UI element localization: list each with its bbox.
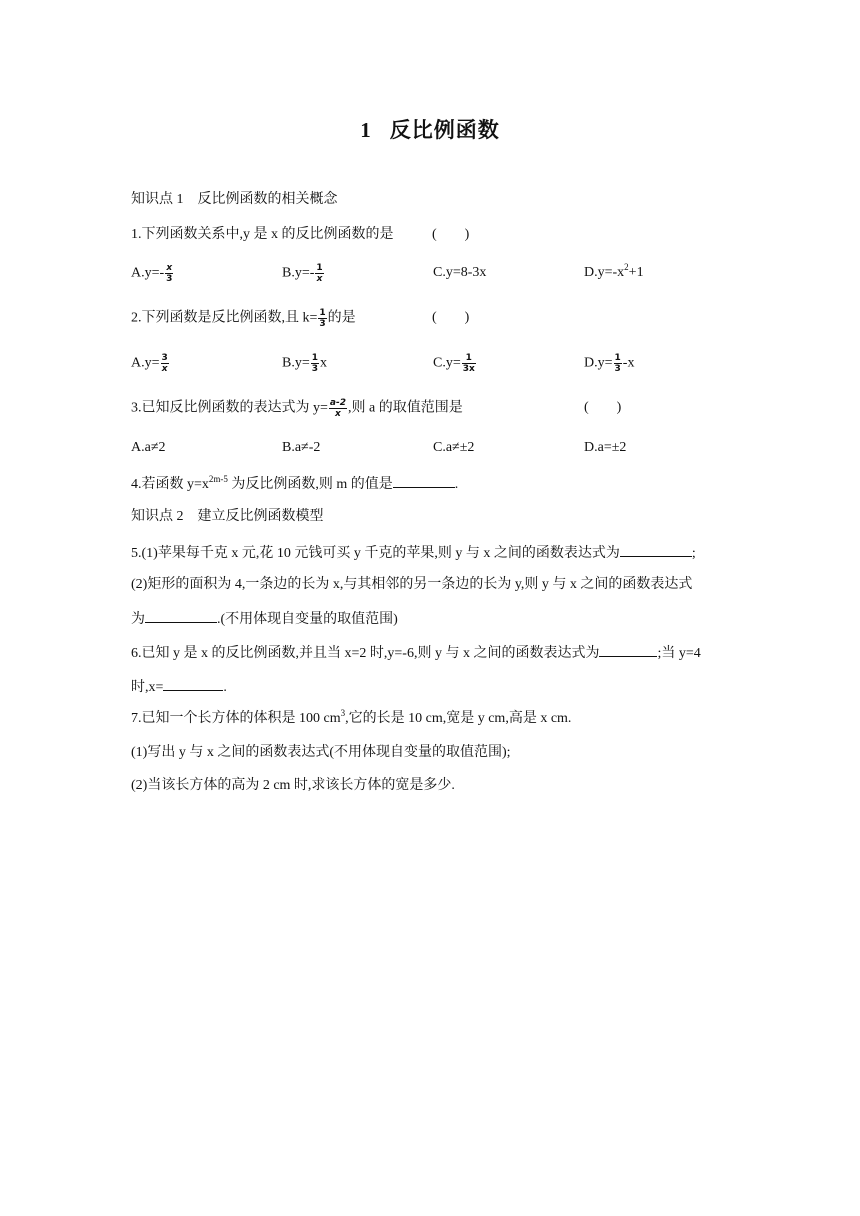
question-2-answer-paren: ( ) <box>432 310 470 325</box>
question-7-part-2: (2)当该长方体的高为 2 cm 时,求该长方体的宽是多少. <box>131 778 455 793</box>
section-heading-1: 知识点 1 反比例函数的相关概念 <box>131 192 338 207</box>
question-1-option-c: C.y=8-3x <box>433 265 487 280</box>
fraction: $\frac{1}{x}$ <box>316 263 323 284</box>
question-5-part-1: 5.(1)苹果每千克 x 元,花 10 元钱可买 y 千克的苹果,则 y 与 x 之间的函数表达式为 ; <box>131 542 696 564</box>
page-title <box>0 114 860 144</box>
question-5-part-2b: 为 .(不用体现自变量的取值范围) <box>131 608 398 630</box>
question-2-option-b: B.y= $\frac{1}{3}$ x <box>282 353 327 374</box>
fraction: $\frac{x}{3}$ <box>166 263 173 284</box>
question-3-option-a: A.a≠2 <box>131 440 166 455</box>
question-6-line-1: 6.已知 y 是 x 的反比例函数,并且当 x=2 时,y=-6,则 y 与 x 之间的函数表达式为 ;当 y=4 <box>131 642 701 664</box>
title-number: 1 <box>360 118 372 142</box>
answer-blank <box>393 473 455 488</box>
question-2-option-d: D.y= $\frac{1}{3}$ -x <box>584 353 635 374</box>
question-3-stem: 3.已知反比例函数的表达式为 y= $\frac{a-2}{x}$ ,则 a 的取值范围是 <box>131 398 463 419</box>
question-7-stem: 7.已知一个长方体的体积是 100 $cm^3$,它的长是 10 cm,宽是 y cm,高是 x cm. <box>131 708 572 726</box>
answer-blank <box>145 608 217 623</box>
question-3-answer-paren: ( ) <box>584 400 622 415</box>
question-5-part-2a: (2)矩形的面积为 4,一条边的长为 x,与其相邻的另一条边的长为 y,则 y 与 x 之间的函数表达式 <box>131 577 693 592</box>
question-1-option-a: A.y=- $\frac{x}{3}$ <box>131 263 173 284</box>
title-text: 反比例函数 <box>389 118 500 142</box>
answer-blank <box>620 542 692 557</box>
question-1-option-b: B.y=- $\frac{1}{x}$ <box>282 263 323 284</box>
fraction: $\frac{a-2}{x}$ <box>329 398 346 419</box>
fraction: $\frac{1}{3}$ <box>319 308 326 329</box>
question-3-option-b: B.a≠-2 <box>282 440 321 455</box>
question-2-stem: 2.下列函数是反比例函数,且 k= $\frac{1}{3}$ 的是 <box>131 308 356 329</box>
fraction: $\frac{1}{3}$ <box>614 353 621 374</box>
question-1-option-d: $D.y=-x^2+1$ <box>584 262 644 280</box>
fraction: $\frac{1}{3}$ <box>311 353 318 374</box>
question-4: 4.若函数 $y=x^{2m-5}$ 为反比例函数,则 m 的值是 . <box>131 474 459 492</box>
section-heading-2: 知识点 2 建立反比例函数模型 <box>131 509 324 524</box>
question-1-answer-paren: ( ) <box>432 227 470 242</box>
fraction: $\frac{1}{3x}$ <box>462 353 475 374</box>
question-2-option-a: A.y= $\frac{3}{x}$ <box>131 353 168 374</box>
question-6-line-2: 时,x= . <box>131 676 227 698</box>
question-7-part-1: (1)写出 y 与 x 之间的函数表达式(不用体现自变量的取值范围); <box>131 745 511 760</box>
question-3-option-c: C.a≠±2 <box>433 440 475 455</box>
fraction: $\frac{3}{x}$ <box>161 353 168 374</box>
question-1-stem: 1.下列函数关系中,y 是 x 的反比例函数的是 <box>131 227 394 242</box>
answer-blank <box>163 676 223 691</box>
question-3-option-d: D.a=±2 <box>584 440 627 455</box>
question-2-option-c: C.y= $\frac{1}{3x}$ <box>433 353 475 374</box>
answer-blank <box>599 642 657 657</box>
